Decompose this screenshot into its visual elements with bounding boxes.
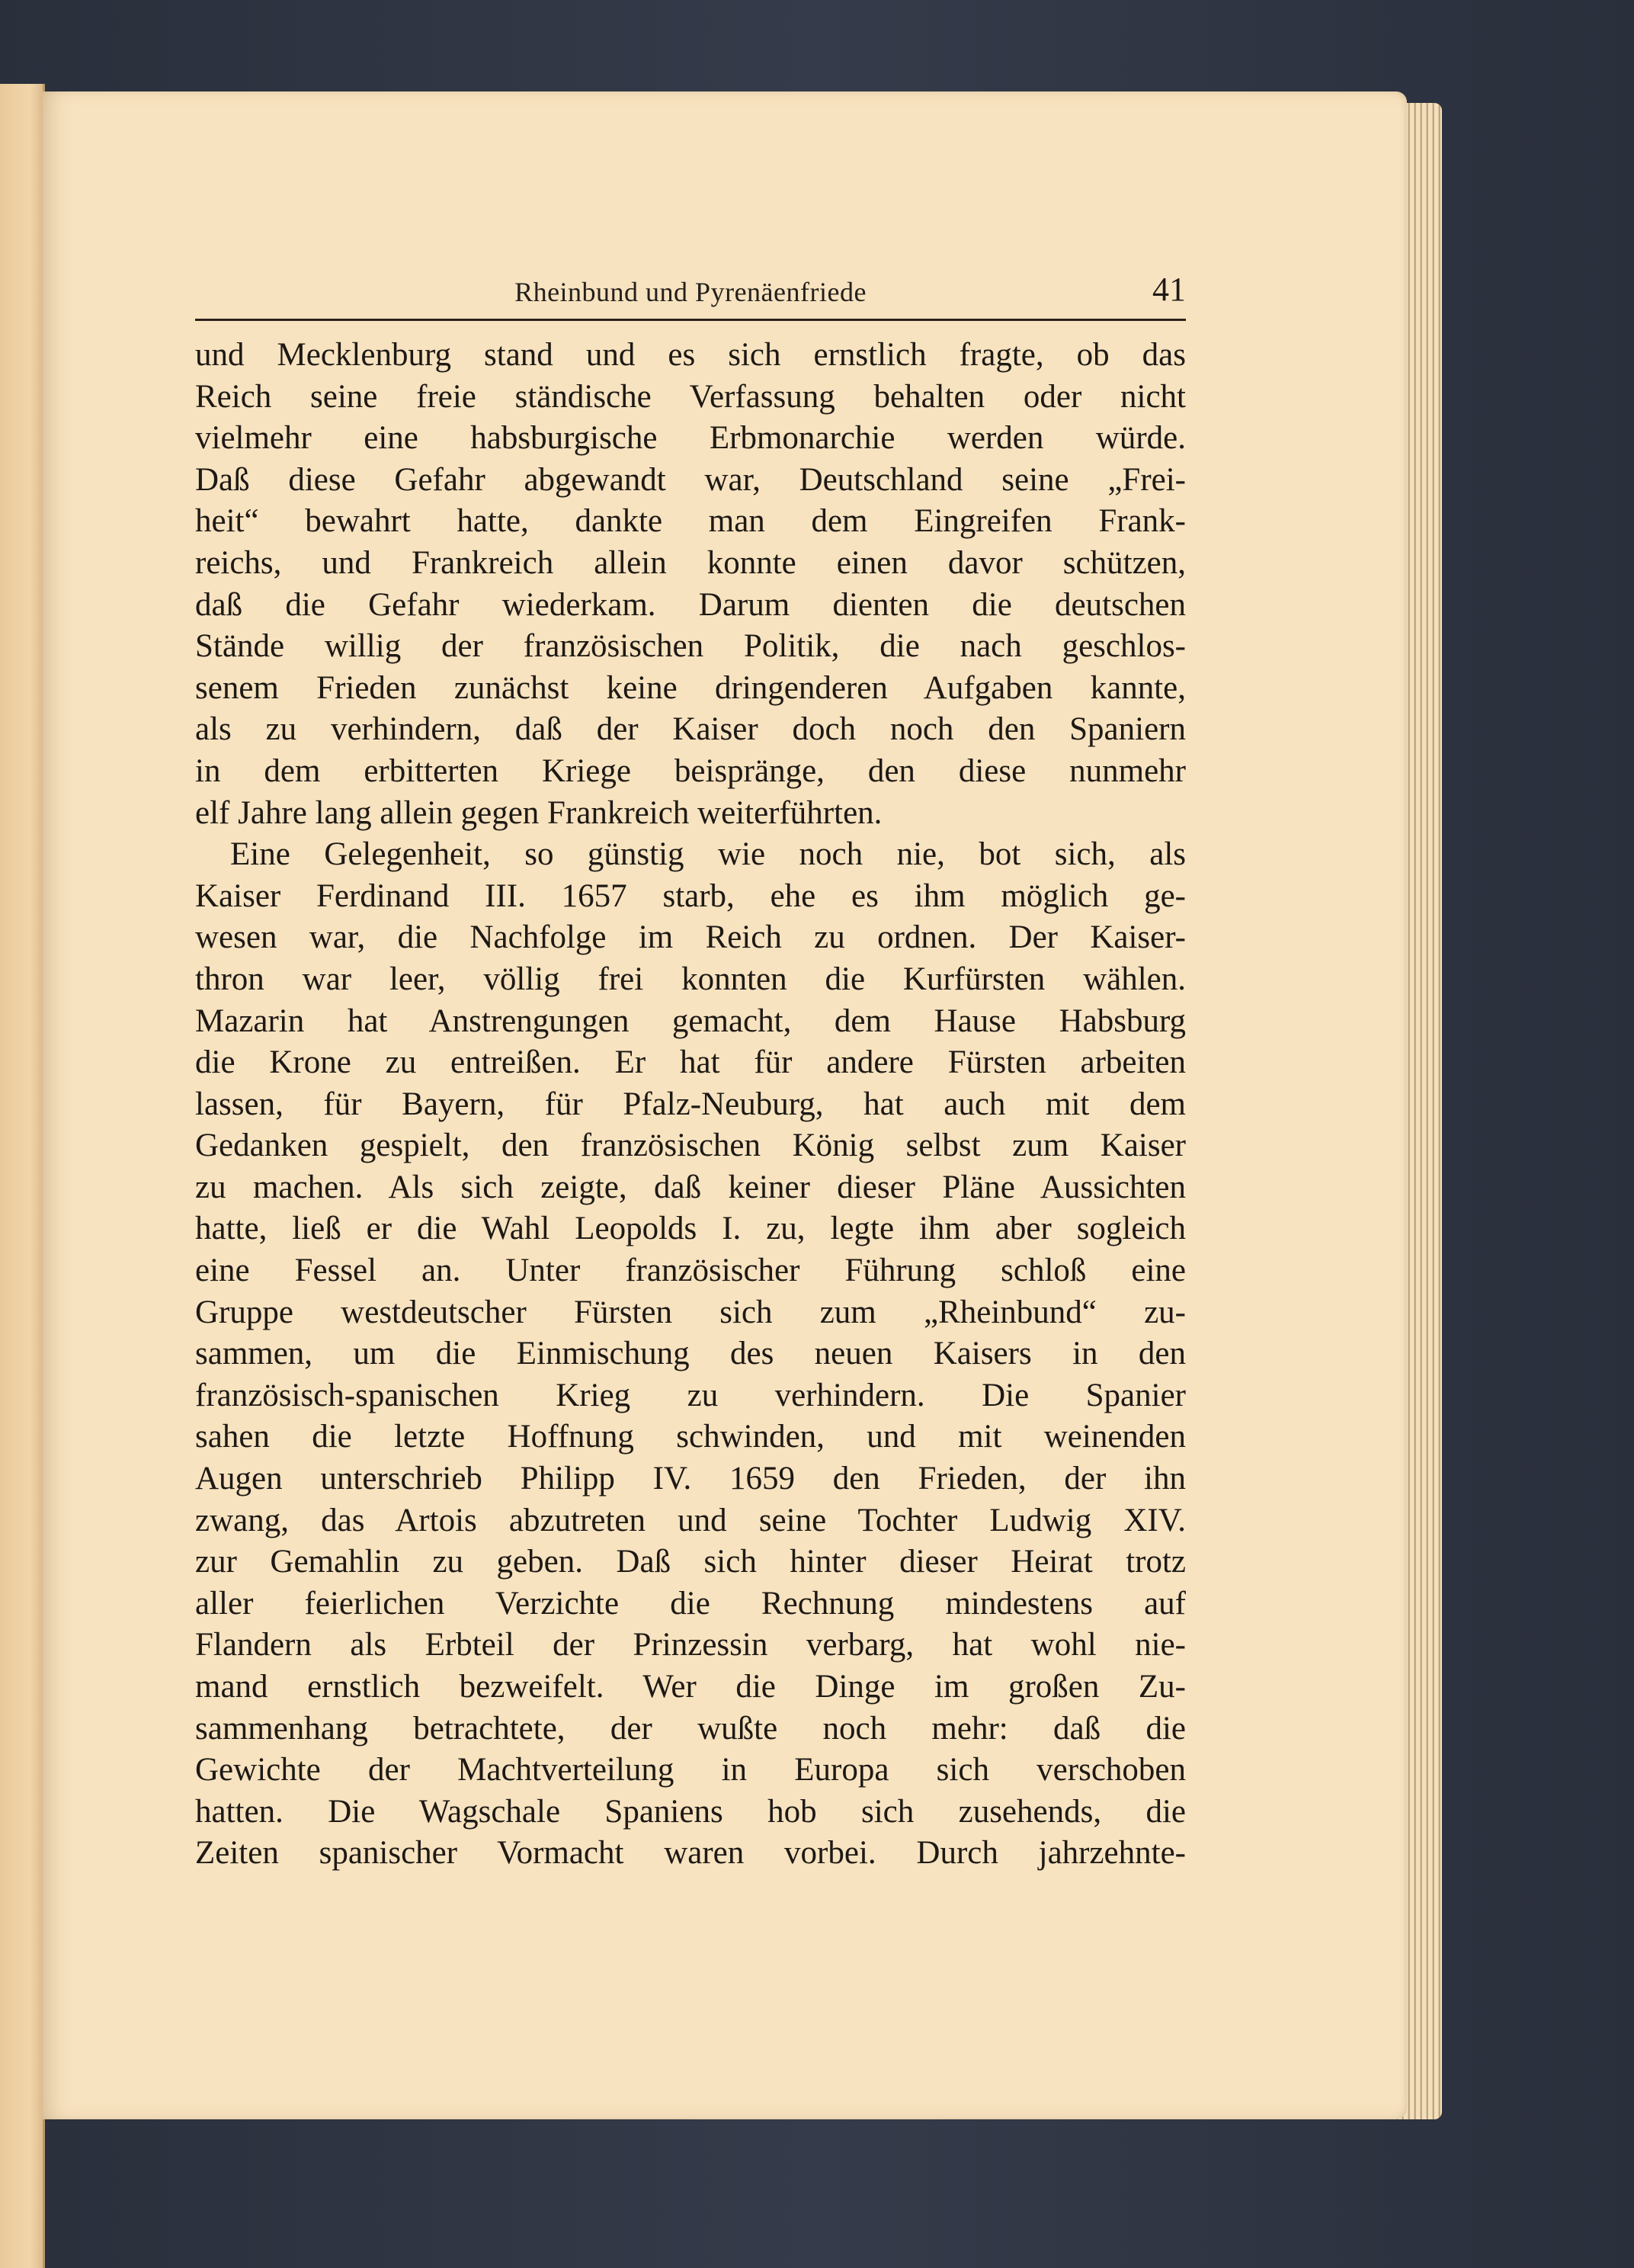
text-line: zwang, das Artois abzutreten und seine Tochter Ludwig XIV. [195,1502,1186,1538]
text-line: die Krone zu entreißen. Er hat für andere Fürsten arbeiten [195,1044,1186,1081]
text-line: sammen, um die Einmischung des neuen Kaisers in den [195,1336,1186,1372]
text-line: Zeiten spanischer Vormacht waren vorbei. Durch jahrzehnte- [195,1835,1186,1872]
text-line: sammenhang betrachtete, der wußte noch mehr: daß die [195,1710,1186,1747]
text-line: Gewichte der Machtverteilung in Europa sich verschoben [195,1752,1186,1788]
text-line: französisch-spanischen Krieg zu verhindern. Die Spanier [195,1377,1186,1413]
text-line: wesen war, die Nachfolge im Reich zu ordnen. Der Kaiser- [195,919,1186,956]
text-line: daß die Gefahr wiederkam. Darum dienten die deutschen [195,586,1186,623]
text-line: als zu verhindern, daß der Kaiser doch noch den Spaniern [195,711,1186,748]
text-line: hatte, ließ er die Wahl Leopolds I. zu, legte ihm aber sogleich [195,1211,1186,1247]
page-number: 41 [1152,271,1186,308]
text-line: sahen die letzte Hoffnung schwinden, und mit weinenden [195,1419,1186,1455]
text-line: zu machen. Als sich zeigte, daß keiner dieser Pläne Aussichten [195,1169,1186,1205]
text-line: Daß diese Gefahr abgewandt war, Deutschland seine „Frei- [195,461,1186,498]
text-line: hatten. Die Wagschale Spaniens hob sich zusehends, die [195,1793,1186,1830]
text-line: in dem erbitterten Kriege beispränge, den diese nunmehr [195,752,1186,789]
text-line: Mazarin hat Anstrengungen gemacht, dem Hause Habsburg [195,1002,1186,1039]
text-line: lassen, für Bayern, für Pfalz-Neuburg, hat auch mit dem [195,1086,1186,1122]
text-line: aller feierlichen Verzichte die Rechnung mindestens auf [195,1585,1186,1622]
page-content [195,267,1186,1875]
book-page [43,91,1407,2119]
text-line: thron war leer, völlig frei konnten die Kurfürsten wählen. [195,961,1186,997]
text-line: vielmehr eine habsburgische Erbmonarchie werden würde. [195,420,1186,457]
text-line: Gruppe westdeutscher Fürsten sich zum „Rheinbund“ zu- [195,1294,1186,1330]
text-line: Reich seine freie ständische Verfassung behalten oder nicht [195,378,1186,415]
running-head-title: Rheinbund und Pyrenäenfriede [514,277,867,307]
text-line: Eine Gelegenheit, so günstig wie noch nie, bot sich, als [230,836,1186,873]
text-line: heit“ bewahrt hatte, dankte man dem Eingreifen Frank- [195,503,1186,540]
text-line: Flandern als Erbteil der Prinzessin verbarg, hat wohl nie- [195,1627,1186,1663]
facing-page-edge [0,84,45,2268]
text-line: Augen unterschrieb Philipp IV. 1659 den Frieden, der ihn [195,1461,1186,1497]
text-line: und Mecklenburg stand und es sich ernstlich fragte, ob das [195,337,1186,373]
text-line: Kaiser Ferdinand III. 1657 starb, ehe es ihm möglich ge- [195,877,1186,914]
running-head [195,267,1186,321]
text-line: eine Fessel an. Unter französischer Führung schloß eine [195,1253,1186,1289]
text-line: mand ernstlich bezweifelt. Wer die Dinge im großen Zu- [195,1669,1186,1705]
body-text [195,335,1186,1875]
text-line: reichs, und Frankreich allein konnte einen davor schützen, [195,544,1186,581]
text-line: Gedanken gespielt, den französischen König selbst zum Kaiser [195,1128,1186,1164]
text-line: Stände willig der französischen Politik, die nach geschlos- [195,628,1186,665]
text-line: zur Gemahlin zu geben. Daß sich hinter dieser Heirat trotz [195,1544,1186,1580]
text-line: senem Frieden zunächst keine dringenderen Aufgaben kannte, [195,669,1186,706]
text-line: elf Jahre lang allein gegen Frankreich weiterführten. [195,794,883,831]
